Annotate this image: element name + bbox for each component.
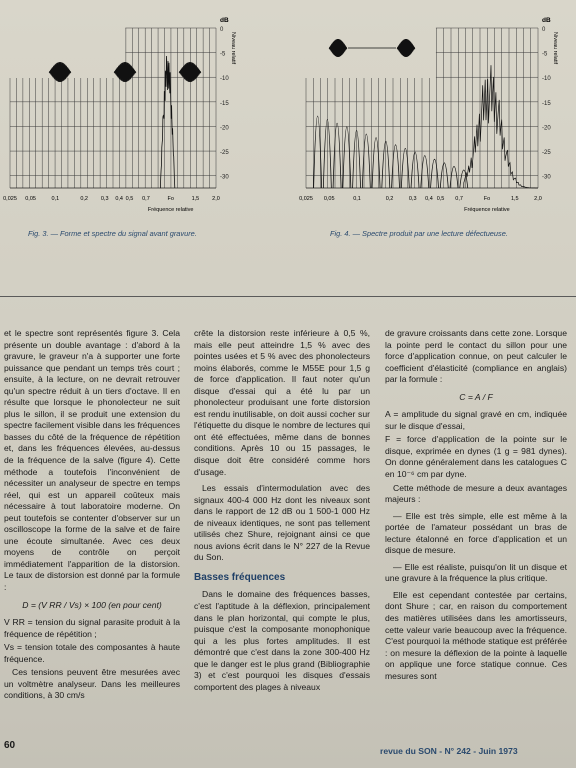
x-axis-label: Fréquence relative xyxy=(464,207,510,213)
x-tick-label: 0,2 xyxy=(80,196,88,202)
signal-burst xyxy=(397,39,415,57)
y-axis-label: Niveau relatif xyxy=(230,32,236,65)
figure-3-chart xyxy=(0,8,250,226)
x-tick-label: 2,0 xyxy=(534,196,542,202)
x-tick-label: 0,1 xyxy=(51,196,60,202)
distortion-formula: D = (V RR / Vs) × 100 (en pour cent) xyxy=(22,599,162,610)
y-tick-label: -5 xyxy=(220,51,226,58)
paragraph: Ces tensions peuvent être mesurées avec un voltmètre analyseur. Dans les meilleures conditions, à 30 cm/s xyxy=(4,667,180,701)
y-tick-label: -10 xyxy=(542,76,551,83)
y-tick-label: -5 xyxy=(542,51,548,58)
x-tick-label: 0,025 xyxy=(299,196,313,202)
figure-3 xyxy=(0,8,250,226)
spectrum-lobe xyxy=(333,123,341,188)
x-tick-label: 0,05 xyxy=(323,196,335,202)
paragraph: Elle est cependant contestée par certains, dont Shure ; car, en raison du comportement des matières utilisées dans les amortisseurs, cette valeur varie beaucoup avec la fréquence. C'est pourquoi la méthode statique est préférée : on mesure la déflexion de la pointe à laquelle on applique une force statique connue. Ces mesures sont xyxy=(385,589,567,681)
y-tick-label: 0 xyxy=(542,27,546,33)
definition-f: F = force d'application de la pointe sur le disque, exprimée en dynes (1 g = 981 dynes). On donne généralement dans les catalogues C en 10⁻⁶ cm par dyne. xyxy=(385,434,567,480)
x-tick-label: 0,5 xyxy=(125,196,134,202)
x-tick-label: 0,1 xyxy=(353,196,361,202)
y-unit: dB xyxy=(542,17,551,24)
y-tick-label: 0 xyxy=(220,27,224,33)
signal-burst xyxy=(179,62,201,82)
paragraph: de gravure croissants dans cette zone. Lorsque la pointe perd le contact du sillon pour une force d'application connue, on peut calculer le coefficient d'élasticité (compliance en anglais) par la formule : xyxy=(385,328,567,385)
y-tick-label: -25 xyxy=(220,150,229,157)
y-tick-label: -10 xyxy=(220,76,229,83)
y-tick-label: -15 xyxy=(220,100,229,107)
page-number: 60 xyxy=(4,740,16,751)
spectrum-lobe xyxy=(372,138,380,188)
spectrum-lobe xyxy=(323,120,331,188)
spectrum-peak xyxy=(160,56,174,188)
x-tick-label: 0,3 xyxy=(408,196,417,202)
spectrum-lobe xyxy=(411,152,419,188)
x-tick-label: 0,025 xyxy=(3,196,17,202)
x-tick-label: 0,7 xyxy=(142,196,150,202)
figure-3-caption: Fig. 3. — Forme et spectre du signal avant gravure. xyxy=(28,229,197,238)
spectrum-lobe xyxy=(401,148,409,188)
x-tick-label: 0,5 xyxy=(436,196,445,202)
signal-burst xyxy=(329,39,347,57)
paragraph: Cette méthode de mesure a deux avantages majeurs : xyxy=(385,482,567,505)
section-divider xyxy=(0,296,576,297)
y-tick-label: -20 xyxy=(220,125,229,132)
section-heading: Basses fréquences xyxy=(194,571,286,583)
figure-4 xyxy=(298,8,570,226)
paragraph: — Elle est très simple, elle est même à la portée de l'amateur possédant un bras de lecture étalonné en force d'application et un disque de mesure. xyxy=(385,510,567,556)
spectrum-lobe xyxy=(440,163,448,188)
x-tick-label: 0,2 xyxy=(385,196,394,202)
y-tick-label: -25 xyxy=(542,150,551,157)
paragraph: crête la distorsion reste inférieure à 0,5 %, mais elle peut atteindre 1,5 % avec des pointes usées et 5 % avec des phonolecteurs moins élaborés, comme le M55E pour 1,5 g de force d'application. Il faut noter qu'un disque d'essai qui a été lu par un phonolecteur produisant une forte distorsion est rendu inutilisable, on doit aussi cocher sur l'étiquette du disque le nombre de lectures qui ont été effectuées, même dans de bonnes conditions. Après 10 ou 15 passages, le disque doit être considéré comme hors d'usage. xyxy=(194,328,370,477)
text-column-2 xyxy=(194,328,370,698)
spectrum-lobe xyxy=(431,159,439,188)
x-tick-label: 1,5 xyxy=(510,196,519,202)
x-tick-label: 0,4 xyxy=(425,196,433,202)
y-tick-label: -15 xyxy=(542,100,551,107)
y-tick-label: -20 xyxy=(542,125,551,132)
spectrum-lobe xyxy=(362,134,370,188)
x-tick-label: 0,4 xyxy=(115,196,124,202)
figure-4-chart xyxy=(298,8,570,226)
paragraph: — Elle est réaliste, puisqu'on lit un disque et une gravure à la fréquence la plus critique. xyxy=(385,561,567,584)
page-footer: revue du SON - N° 242 - Juin 1973 xyxy=(380,746,518,756)
text-column-3 xyxy=(385,328,567,687)
paragraph: Dans le domaine des fréquences basses, c'est l'aptitude à la déflexion, principalement dans le plan horizontal, qui compte le plus, puisque c'est la composante monophonique qui a les plus fortes amplitudes. Il est démontré que c'est dans la zone 300-400 Hz que le danger est le plus grand (Bibliographie 3) et c'est pourquoi les disques d'essais comportent des plages à niveaux xyxy=(194,589,370,692)
definition-a: A = amplitude du signal gravé en cm, indiquée sur le disque d'essai, xyxy=(385,409,567,431)
x-tick-label: 1,5 xyxy=(191,196,200,202)
x-tick-label: 2,0 xyxy=(212,196,220,202)
compliance-formula: C = A / F xyxy=(459,391,493,402)
definition-vrr: V RR = tension du signal parasite produit à la fréquence de répétition ; xyxy=(4,617,180,639)
paragraph: Les essais d'intermodulation avec des signaux 400-4 000 Hz dont les niveaux sont dans le rapport de 12 dB ou 1 500-1 000 Hz de niveaux identiques, ne sont pas tellement utilisés chez Shure, rejoignant ainsi ce que nous avions écrit dans le N° 227 de la Revue du Son. xyxy=(194,483,370,563)
x-tick-label: 0,05 xyxy=(25,196,36,202)
signal-burst xyxy=(114,62,136,82)
y-tick-label: -30 xyxy=(542,174,551,181)
x-tick-label: Fo xyxy=(483,196,491,202)
y-tick-label: -30 xyxy=(220,174,229,181)
y-unit: dB xyxy=(220,17,229,24)
x-tick-label: Fo xyxy=(167,196,174,202)
definition-vs: Vs = tension totale des composantes à haute fréquence. xyxy=(4,642,180,664)
x-axis-label: Fréquence relative xyxy=(147,207,194,213)
x-tick-label: 0,3 xyxy=(100,196,109,202)
x-tick-label: 0,7 xyxy=(455,196,463,202)
figure-4-caption: Fig. 4. — Spectre produit par une lecture défectueuse. xyxy=(330,229,508,238)
text-column-1 xyxy=(4,328,180,707)
y-axis-label: Niveau relatif xyxy=(552,32,558,65)
paragraph: et le spectre sont représentés figure 3. Cela présente un double avantage : d'abord à la gravure, le graveur n'a à supporter une forte puissance que pendant un temps très court ; ensuite, à la lecture, on ne devrait retrouver qu'un spectre réduit à un tiers d'octave. Il en résulte que lorsque le phonolecteur ne suit plus le sillon, il se produit une extension du spectre facilement visible dans les fréquences basses du côté de la fréquence de répétition et, dans les fréquences élevées, au-dessus de la fréquence de la salve (figure 4). Cette méthode a toutefois l'inconvénient de nécessiter un analyseur de spectre en temps réel, qui est un appareil coûteux mais nécessaire à tout laboratoire moderne. On peut toutefois se contenter d'observer sur un oscilloscope la forme de la salve et de faire une écoute simultanée. Avec ces deux moyens de contrôle on perçoit immédiatement l'apparition de la distorsion. Le taux de distorsion est donné par la formule : xyxy=(4,328,180,593)
